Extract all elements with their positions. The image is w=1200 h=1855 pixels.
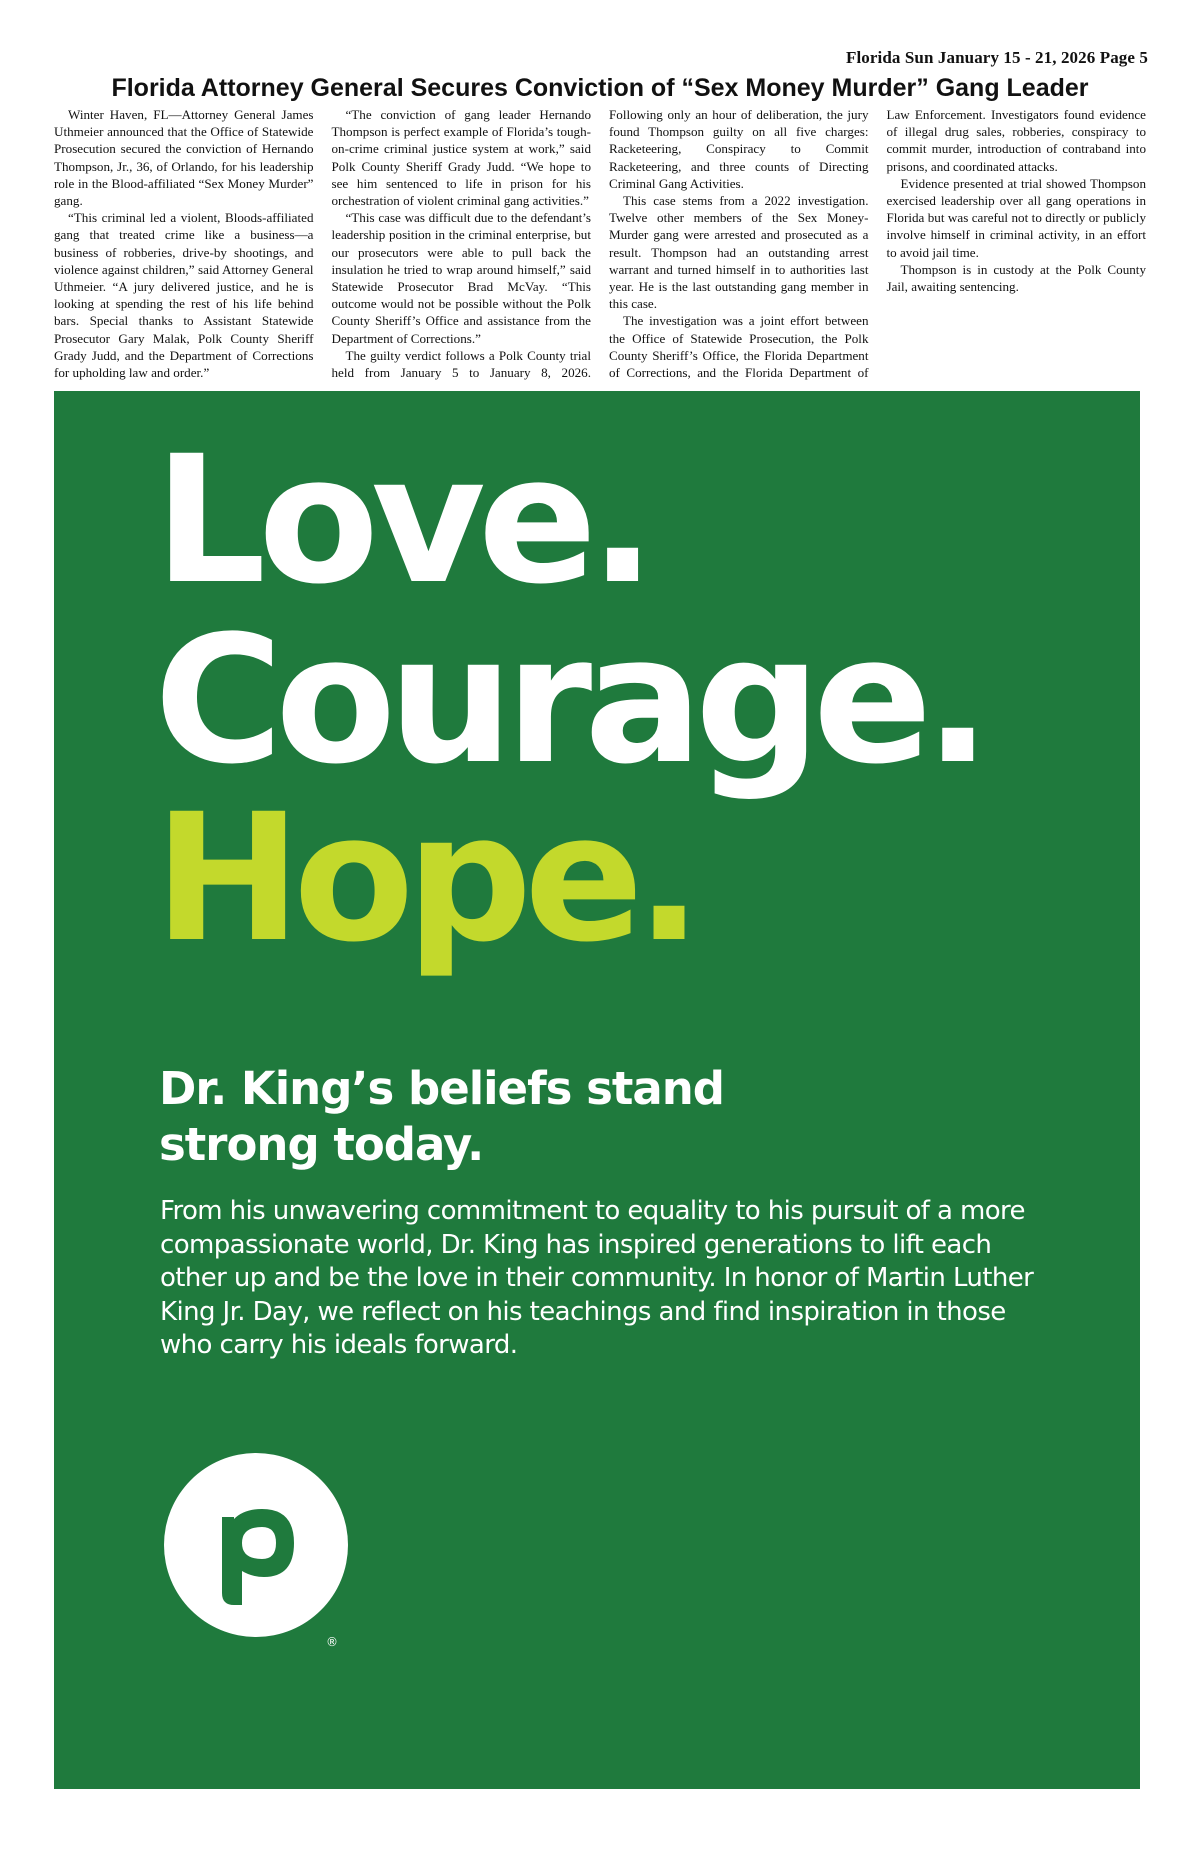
article-paragraph: Thompson is in custody at the Polk County Jail, awaiting sentencing. <box>886 261 1146 295</box>
registered-trademark: ® <box>326 1635 338 1649</box>
page-folio: Florida Sun January 15 - 21, 2026 Page 5 <box>846 48 1148 67</box>
ad-headline-hope: Hope. <box>154 776 695 981</box>
article-paragraph: “The conviction of gang leader Hernando Thompson is perfect example of Florida’s tough-on-crime criminal justice system at work,” said Polk County Sheriff Grady Judd. “We hope to see him sentenced to life in prison for his orchestration of violent criminal gang activities.” <box>331 107 591 209</box>
ad-subheadline <box>159 1061 959 1173</box>
article-body <box>54 106 1146 390</box>
ad-body-copy: From his unwavering commitment to equality to his pursuit of a more compassionate world, Dr. King has inspired generations to lift each other up and be the love in their community. In honor of Martin Luther King Jr. Day, we reflect on his teachings and find inspiration in those who carry his ideals forward. <box>160 1196 1034 1360</box>
article-paragraph: The investigation was a joint effort between the Office of Statewide Prosecution, the Polk County Sheriff’s Office, the Florida Department of Corrections, and the Florida Department of Law Enforcement. Investigators found evidence of illegal drug sales, robberies, conspiracy to commit murder, introduction of contraband into prisons, and coordinated attacks. <box>609 107 1146 381</box>
ad-headline-courage: Courage. <box>154 598 984 803</box>
article-paragraph: This case stems from a 2022 investigation. Twelve other members of the Sex Money-Murder gang were arrested and prosecuted as a result. Thompson had an outstanding arrest warrant and turned himself in to authorities last year. He is the last outstanding gang member in this case. <box>609 193 869 312</box>
ad-headline-love: Love. <box>154 418 649 623</box>
article-paragraph: “This case was difficult due to the defendant’s leadership position in the criminal enterprise, but our prosecutors were able to pull back the insulation he tried to wrap around himself,” said Statewide Prosecutor Brad McVay. “This outcome would not be possible without the Polk County Sheriff’s Office and assistance from the Department of Corrections.” <box>331 210 591 346</box>
article-paragraph: Evidence presented at trial showed Thompson exercised leadership over all gang operations in Florida but was careful not to directly or publicly involve himself in criminal activity, in an effort to avoid jail time. <box>886 175 1146 260</box>
ad-subheadline-line1: Dr. King’s beliefs stand <box>159 1062 725 1115</box>
mlk-day-advertisement <box>54 391 1140 1789</box>
article-paragraph: The guilty verdict follows a Polk County trial held from January 5 to January 8, 2026. Following only an hour of deliberation, the jury found Thompson guilty on all five charges: Racketeering, Conspiracy to Commit Racketeering, and three counts of Directing Criminal Gang Activities. <box>331 107 869 381</box>
article-headline: Florida Attorney General Secures Conviction of “Sex Money Murder” Gang Leader <box>111 74 1089 102</box>
article-paragraph: “This criminal led a violent, Bloods-affiliated gang that treated crime like a business—a business of robberies, drive-by shootings, and violence against children,” said Attorney General Uthmeier. “A jury delivered justice, and he is looking at spending the rest of his life behind bars. Special thanks to Assistant Statewide Prosecutor Gary Malak, Polk County Sheriff Grady Judd, and the Department of Corrections for upholding law and order.” <box>54 210 314 381</box>
publix-p-logo-icon <box>164 1453 348 1637</box>
article-paragraph: Winter Haven, FL—Attorney General James Uthmeier announced that the Office of Statewide Prosecution secured the conviction of Hernando Thompson, Jr., 36, of Orlando, for his leadership role in the Blood-affiliated “Sex Money Murder” gang. <box>54 107 314 209</box>
ad-subheadline-line2: strong today. <box>159 1118 484 1171</box>
